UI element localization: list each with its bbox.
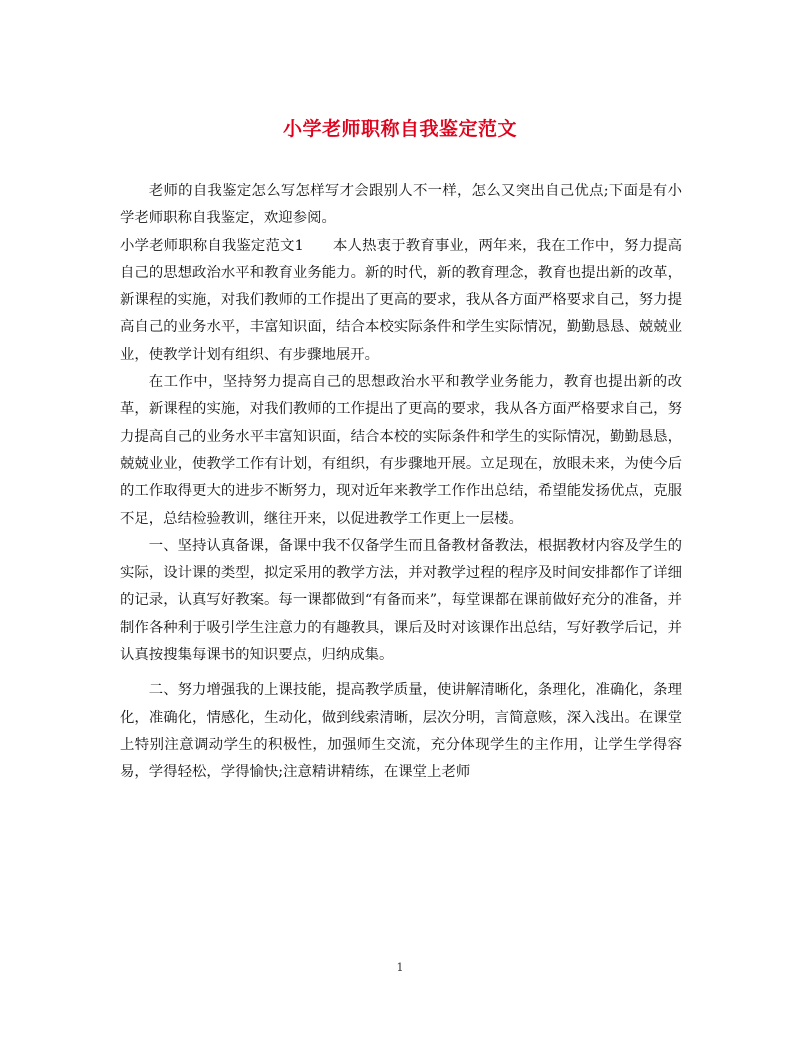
lesson-preparation-paragraph: 一、坚持认真备课，备课中我不仅备学生而且备教材备教法，根据教材内容及学生的实际，设计课的类型，拟定采用的教学方法，并对教学过程的程序及时间安排都作了详细的记录，认真写好教案。每一课都做到“有备而来”，每堂课都在课前做好充分的准备，并制作各种利于吸引学生注意力的有趣教具，课后及时对该课作出总结，写好教学后记，并认真按搜集每课书的知识要点，归纳成集。 [120,537,682,664]
page-number: 1 [396,961,404,974]
document-title: 小学老师职称自我鉴定范文 [282,118,517,140]
document-body [120,178,682,787]
teaching-skills-paragraph: 二、努力增强我的上课技能，提高教学质量，使讲解清晰化，条理化，准确化，条理化，准确化，情感化，生动化，做到线索清晰，层次分明，言简意赅，深入浅出。在课堂上特别注意调动学生的积极性，加强师生交流，充分体现学生的主作用，让学生学得容易，学得轻松，学得愉快;注意精讲精练，在课堂上老师 [120,682,682,781]
work-summary-paragraph: 在工作中，坚持努力提高自己的思想政治水平和教学业务能力，教育也提出新的改革，新课程的实施，对我们教师的工作提出了更高的要求，我从各方面严格要求自己，努力提高自己的业务水平丰富知识面，结合本校的实际条件和学生的实际情况，勤勤恳恳，兢兢业业，使教学工作有计划，有组织，有步骤地开展。立足现在，放眼未来，为使今后的工作取得更大的进步不断努力，现对近年来教学工作作出总结，希望能发扬优点，克服不足，总结检验教训，继往开来，以促进教学工作更上一层楼。 [120,374,682,527]
paragraph-spacer [120,669,682,677]
section-1-paragraph: 小学老师职称自我鉴定范文1 本人热衷于教育事业，两年来，我在工作中，努力提高自己的思想政治水平和教育业务能力。新的时代，新的教育理念，教育也提出新的改革，新课程的实施，对我们教师的工作提出了更高的要求，我从各方面严格要求自己，努力提高自己的业务水平，丰富知识面，结合本校实际条件和学生实际情况，勤勤恳恳、兢兢业业，使教学计划有组织、有步骤地展开。 [120,237,682,363]
intro-paragraph: 老师的自我鉴定怎么写怎样写才会跟别人不一样，怎么又突出自己优点;下面是有小学老师职称自我鉴定，欢迎参阅。 [120,183,682,227]
